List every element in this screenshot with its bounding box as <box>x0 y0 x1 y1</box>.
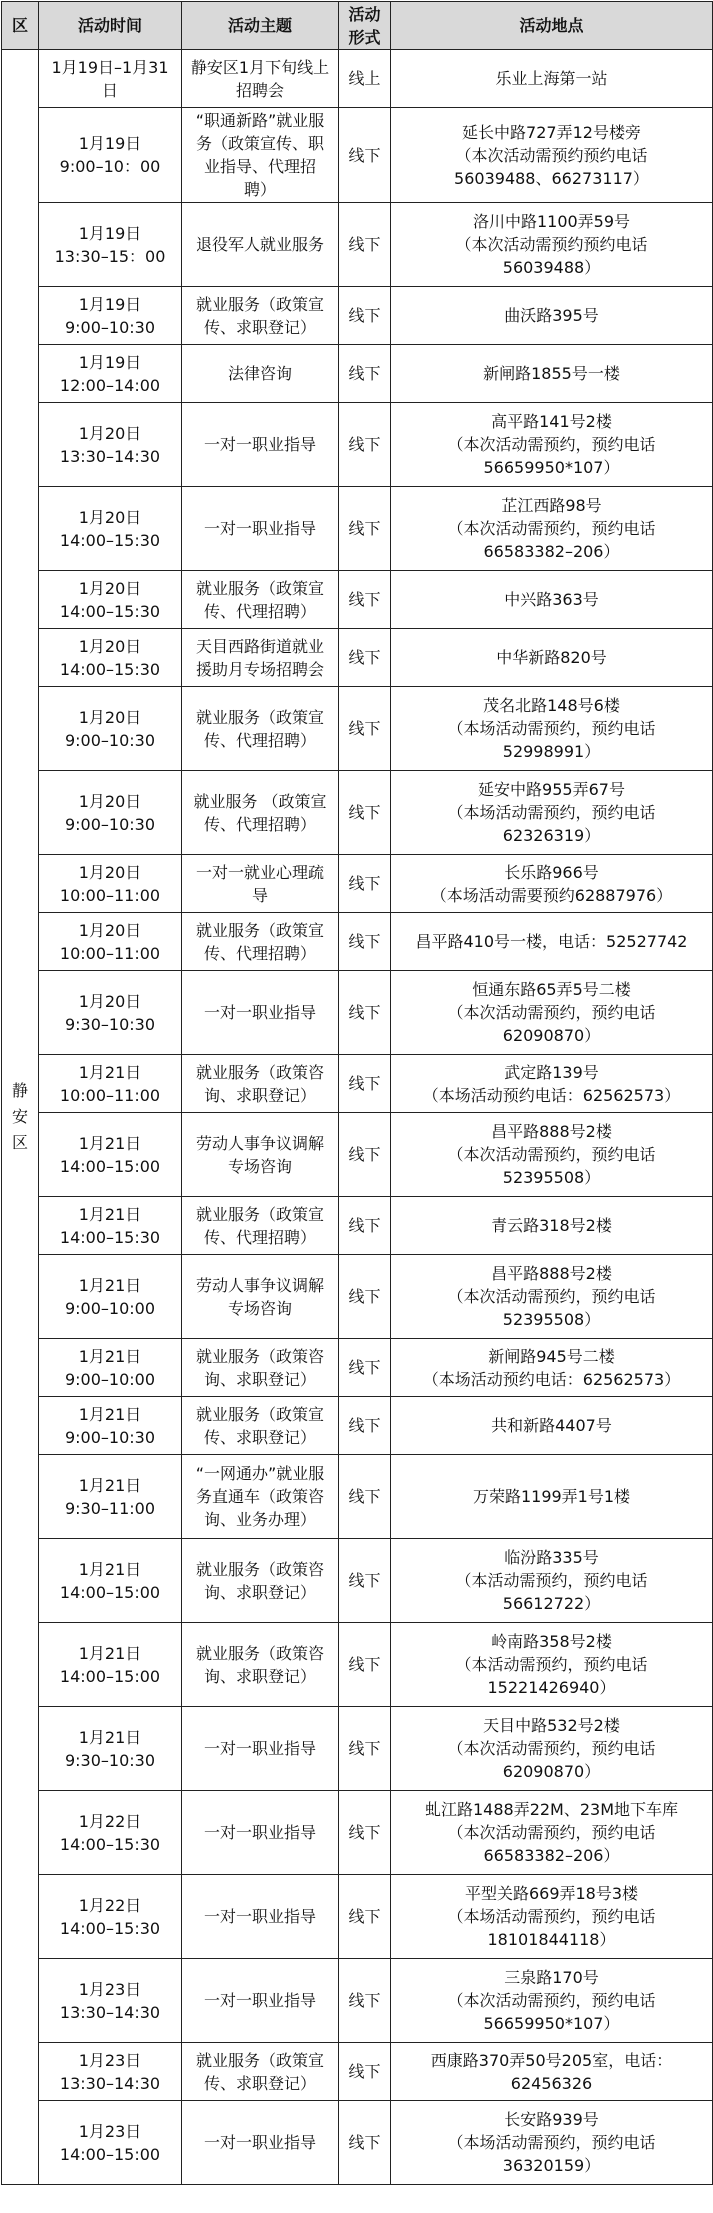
header-time: 活动时间 <box>39 2 182 50</box>
cell-place: 共和新路4407号 <box>391 1397 713 1455</box>
cell-time: 1月23日 13:30–14:30 <box>39 1959 182 2043</box>
cell-time: 1月20日 14:00–15:30 <box>39 629 182 687</box>
cell-form: 线下 <box>339 855 391 913</box>
cell-topic: 劳动人事争议调解 专场咨询 <box>182 1113 339 1197</box>
cell-time: 1月22日 14:00–15:30 <box>39 1791 182 1875</box>
cell-form: 线下 <box>339 1339 391 1397</box>
cell-topic: 就业服务（政策宣 传、代理招聘） <box>182 687 339 771</box>
cell-form: 线下 <box>339 571 391 629</box>
table-row <box>2 687 713 771</box>
cell-form: 线下 <box>339 1197 391 1255</box>
cell-place: 西康路370弄50号205室，电话： 62456326 <box>391 2043 713 2101</box>
cell-form: 线下 <box>339 1707 391 1791</box>
table-row <box>2 1875 713 1959</box>
cell-form: 线下 <box>339 687 391 771</box>
cell-time: 1月20日 10:00–11:00 <box>39 855 182 913</box>
cell-topic: 就业服务（政策宣 传、代理招聘） <box>182 913 339 971</box>
header-place: 活动地点 <box>391 2 713 50</box>
cell-topic: 就业服务（政策宣 传、代理招聘） <box>182 1197 339 1255</box>
table-row <box>2 1113 713 1197</box>
cell-form: 线下 <box>339 1055 391 1113</box>
cell-topic: 劳动人事争议调解 专场咨询 <box>182 1255 339 1339</box>
cell-place: 万荣路1199弄1号1楼 <box>391 1455 713 1539</box>
cell-time: 1月23日 14:00–15:00 <box>39 2101 182 2185</box>
cell-form: 线下 <box>339 403 391 487</box>
header-district: 区 <box>2 2 39 50</box>
cell-topic: 一对一职业指导 <box>182 1875 339 1959</box>
cell-form: 线下 <box>339 629 391 687</box>
table-body <box>2 50 713 2185</box>
table-row <box>2 487 713 571</box>
cell-place: 临汾路335号 （本活动需预约，预约电话 56612722） <box>391 1539 713 1623</box>
cell-place: 芷江西路98号 （本次活动需预约，预约电话 66583382–206） <box>391 487 713 571</box>
cell-place: 三泉路170号 （本次活动需预约，预约电话 56659950*107） <box>391 1959 713 2043</box>
table-row <box>2 287 713 345</box>
cell-form: 线下 <box>339 913 391 971</box>
table-row <box>2 50 713 108</box>
table-row <box>2 203 713 287</box>
cell-place: 新闸路945号二楼 （本场活动预约电话：62562573） <box>391 1339 713 1397</box>
table-row <box>2 1055 713 1113</box>
cell-form: 线下 <box>339 1623 391 1707</box>
cell-time: 1月21日 14:00–15:00 <box>39 1113 182 1197</box>
cell-place: 长乐路966号 （本场活动需要预约62887976） <box>391 855 713 913</box>
cell-place: 青云路318号2楼 <box>391 1197 713 1255</box>
table-row <box>2 345 713 403</box>
table-row <box>2 971 713 1055</box>
table-row <box>2 1339 713 1397</box>
cell-topic: 一对一职业指导 <box>182 1707 339 1791</box>
cell-time: 1月21日 14:00–15:00 <box>39 1539 182 1623</box>
cell-time: 1月20日 13:30–14:30 <box>39 403 182 487</box>
cell-form: 线下 <box>339 1875 391 1959</box>
cell-place: 中华新路820号 <box>391 629 713 687</box>
header-form: 活动 形式 <box>339 2 391 50</box>
cell-place: 平型关路669弄18号3楼 （本场活动需预约，预约电话 18101844118） <box>391 1875 713 1959</box>
cell-form: 线下 <box>339 971 391 1055</box>
activity-table <box>1 1 713 2185</box>
cell-place: 昌平路888号2楼 （本次活动需预约，预约电话 52395508） <box>391 1113 713 1197</box>
cell-form: 线下 <box>339 203 391 287</box>
cell-form: 线上 <box>339 50 391 108</box>
cell-form: 线下 <box>339 487 391 571</box>
cell-form: 线下 <box>339 2101 391 2185</box>
cell-time: 1月21日 14:00–15:00 <box>39 1623 182 1707</box>
cell-topic: 就业服务（政策咨 询、求职登记） <box>182 1539 339 1623</box>
table-row <box>2 403 713 487</box>
table-row <box>2 1397 713 1455</box>
cell-topic: 法律咨询 <box>182 345 339 403</box>
cell-place: 洛川中路1100弄59号 （本次活动需预约预约电话 56039488） <box>391 203 713 287</box>
cell-time: 1月19日–1月31 日 <box>39 50 182 108</box>
table-row <box>2 1959 713 2043</box>
table-row <box>2 1197 713 1255</box>
table-row <box>2 108 713 203</box>
cell-topic: 一对一职业指导 <box>182 1791 339 1875</box>
cell-topic: 就业服务（政策宣 传、求职登记） <box>182 1397 339 1455</box>
cell-time: 1月21日 9:00–10:00 <box>39 1339 182 1397</box>
table-row <box>2 1623 713 1707</box>
table-row <box>2 1255 713 1339</box>
cell-form: 线下 <box>339 771 391 855</box>
cell-form: 线下 <box>339 287 391 345</box>
district-char: 区 <box>11 1133 28 1152</box>
header-topic: 活动主题 <box>182 2 339 50</box>
cell-topic: 天目西路街道就业 援助月专场招聘会 <box>182 629 339 687</box>
cell-topic: 一对一职业指导 <box>182 2101 339 2185</box>
cell-topic: 就业服务（政策咨 询、求职登记） <box>182 1055 339 1113</box>
cell-form: 线下 <box>339 108 391 203</box>
cell-topic: 一对一就业心理疏 导 <box>182 855 339 913</box>
cell-topic: 静安区1月下旬线上 招聘会 <box>182 50 339 108</box>
table-row <box>2 2043 713 2101</box>
cell-time: 1月20日 14:00–15:30 <box>39 487 182 571</box>
cell-form: 线下 <box>339 1959 391 2043</box>
cell-place: 茂名北路148号6楼 （本场活动需预约，预约电话 52998991） <box>391 687 713 771</box>
table-row <box>2 913 713 971</box>
cell-topic: “一网通办”就业服 务直通车（政策咨 询、业务办理） <box>182 1455 339 1539</box>
cell-place: 新闸路1855号一楼 <box>391 345 713 403</box>
cell-topic: 就业服务（政策宣 传、求职登记） <box>182 2043 339 2101</box>
cell-time: 1月21日 9:00–10:00 <box>39 1255 182 1339</box>
cell-time: 1月22日 14:00–15:30 <box>39 1875 182 1959</box>
cell-time: 1月21日 9:00–10:30 <box>39 1397 182 1455</box>
cell-topic: 一对一职业指导 <box>182 1959 339 2043</box>
cell-time: 1月19日 9:00–10：00 <box>39 108 182 203</box>
table-row <box>2 1707 713 1791</box>
cell-topic: 一对一职业指导 <box>182 487 339 571</box>
cell-form: 线下 <box>339 1397 391 1455</box>
cell-form: 线下 <box>339 1455 391 1539</box>
cell-topic: 一对一职业指导 <box>182 403 339 487</box>
cell-place: 长安路939号 （本场活动需预约，预约电话 36320159） <box>391 2101 713 2185</box>
table-header-row <box>2 2 713 50</box>
cell-time: 1月19日 12:00–14:00 <box>39 345 182 403</box>
cell-time: 1月20日 14:00–15:30 <box>39 571 182 629</box>
cell-time: 1月20日 9:30–10:30 <box>39 971 182 1055</box>
cell-form: 线下 <box>339 1539 391 1623</box>
cell-place: 延安中路955弄67号 （本场活动需预约，预约电话 62326319） <box>391 771 713 855</box>
cell-topic: 就业服务（政策咨 询、求职登记） <box>182 1623 339 1707</box>
table-row <box>2 2101 713 2185</box>
cell-form: 线下 <box>339 345 391 403</box>
table-row <box>2 1455 713 1539</box>
district-char: 安 <box>11 1107 28 1126</box>
cell-time: 1月19日 13:30–15：00 <box>39 203 182 287</box>
cell-time: 1月21日 14:00–15:30 <box>39 1197 182 1255</box>
cell-time: 1月20日 9:00–10:30 <box>39 687 182 771</box>
cell-form: 线下 <box>339 1255 391 1339</box>
cell-place: 曲沃路395号 <box>391 287 713 345</box>
table-row <box>2 771 713 855</box>
cell-place: 昌平路888号2楼 （本次活动需预约，预约电话 52395508） <box>391 1255 713 1339</box>
cell-time: 1月21日 10:00–11:00 <box>39 1055 182 1113</box>
cell-topic: 就业服务 （政策宣 传、代理招聘） <box>182 771 339 855</box>
cell-topic: 一对一职业指导 <box>182 971 339 1055</box>
cell-topic: 就业服务（政策宣 传、代理招聘） <box>182 571 339 629</box>
cell-place: 虬江路1488弄22M、23M地下车库 （本次活动需预约，预约电话 66583382–206） <box>391 1791 713 1875</box>
cell-place: 中兴路363号 <box>391 571 713 629</box>
cell-place: 岭南路358号2楼 （本活动需预约，预约电话 15221426940） <box>391 1623 713 1707</box>
table-row <box>2 1539 713 1623</box>
cell-topic: 退役军人就业服务 <box>182 203 339 287</box>
cell-place: 乐业上海第一站 <box>391 50 713 108</box>
table-row <box>2 629 713 687</box>
cell-topic: 就业服务（政策咨 询、求职登记） <box>182 1339 339 1397</box>
cell-form: 线下 <box>339 2043 391 2101</box>
cell-topic: “职通新路”就业服 务（政策宣传、职 业指导、代理招 聘） <box>182 108 339 203</box>
cell-time: 1月23日 13:30–14:30 <box>39 2043 182 2101</box>
table-row <box>2 855 713 913</box>
table-row <box>2 1791 713 1875</box>
cell-place: 高平路141号2楼 （本次活动需预约，预约电话 56659950*107） <box>391 403 713 487</box>
cell-place: 延长中路727弄12号楼旁 （本次活动需预约预约电话 56039488、66273117） <box>391 108 713 203</box>
cell-place: 武定路139号 （本场活动预约电话：62562573） <box>391 1055 713 1113</box>
cell-time: 1月20日 10:00–11:00 <box>39 913 182 971</box>
cell-place: 恒通东路65弄5号二楼 （本次活动需预约，预约电话 62090870） <box>391 971 713 1055</box>
cell-form: 线下 <box>339 1113 391 1197</box>
district-cell <box>2 50 39 2185</box>
table-row <box>2 571 713 629</box>
cell-form: 线下 <box>339 1791 391 1875</box>
cell-time: 1月20日 9:00–10:30 <box>39 771 182 855</box>
cell-place: 天目中路532号2楼 （本次活动需预约，预约电话 62090870） <box>391 1707 713 1791</box>
cell-time: 1月21日 9:30–11:00 <box>39 1455 182 1539</box>
district-char: 静 <box>11 1081 28 1100</box>
cell-topic: 就业服务（政策宣 传、求职登记） <box>182 287 339 345</box>
cell-time: 1月19日 9:00–10:30 <box>39 287 182 345</box>
cell-place: 昌平路410号一楼，电话：52527742 <box>391 913 713 971</box>
cell-time: 1月21日 9:30–10:30 <box>39 1707 182 1791</box>
